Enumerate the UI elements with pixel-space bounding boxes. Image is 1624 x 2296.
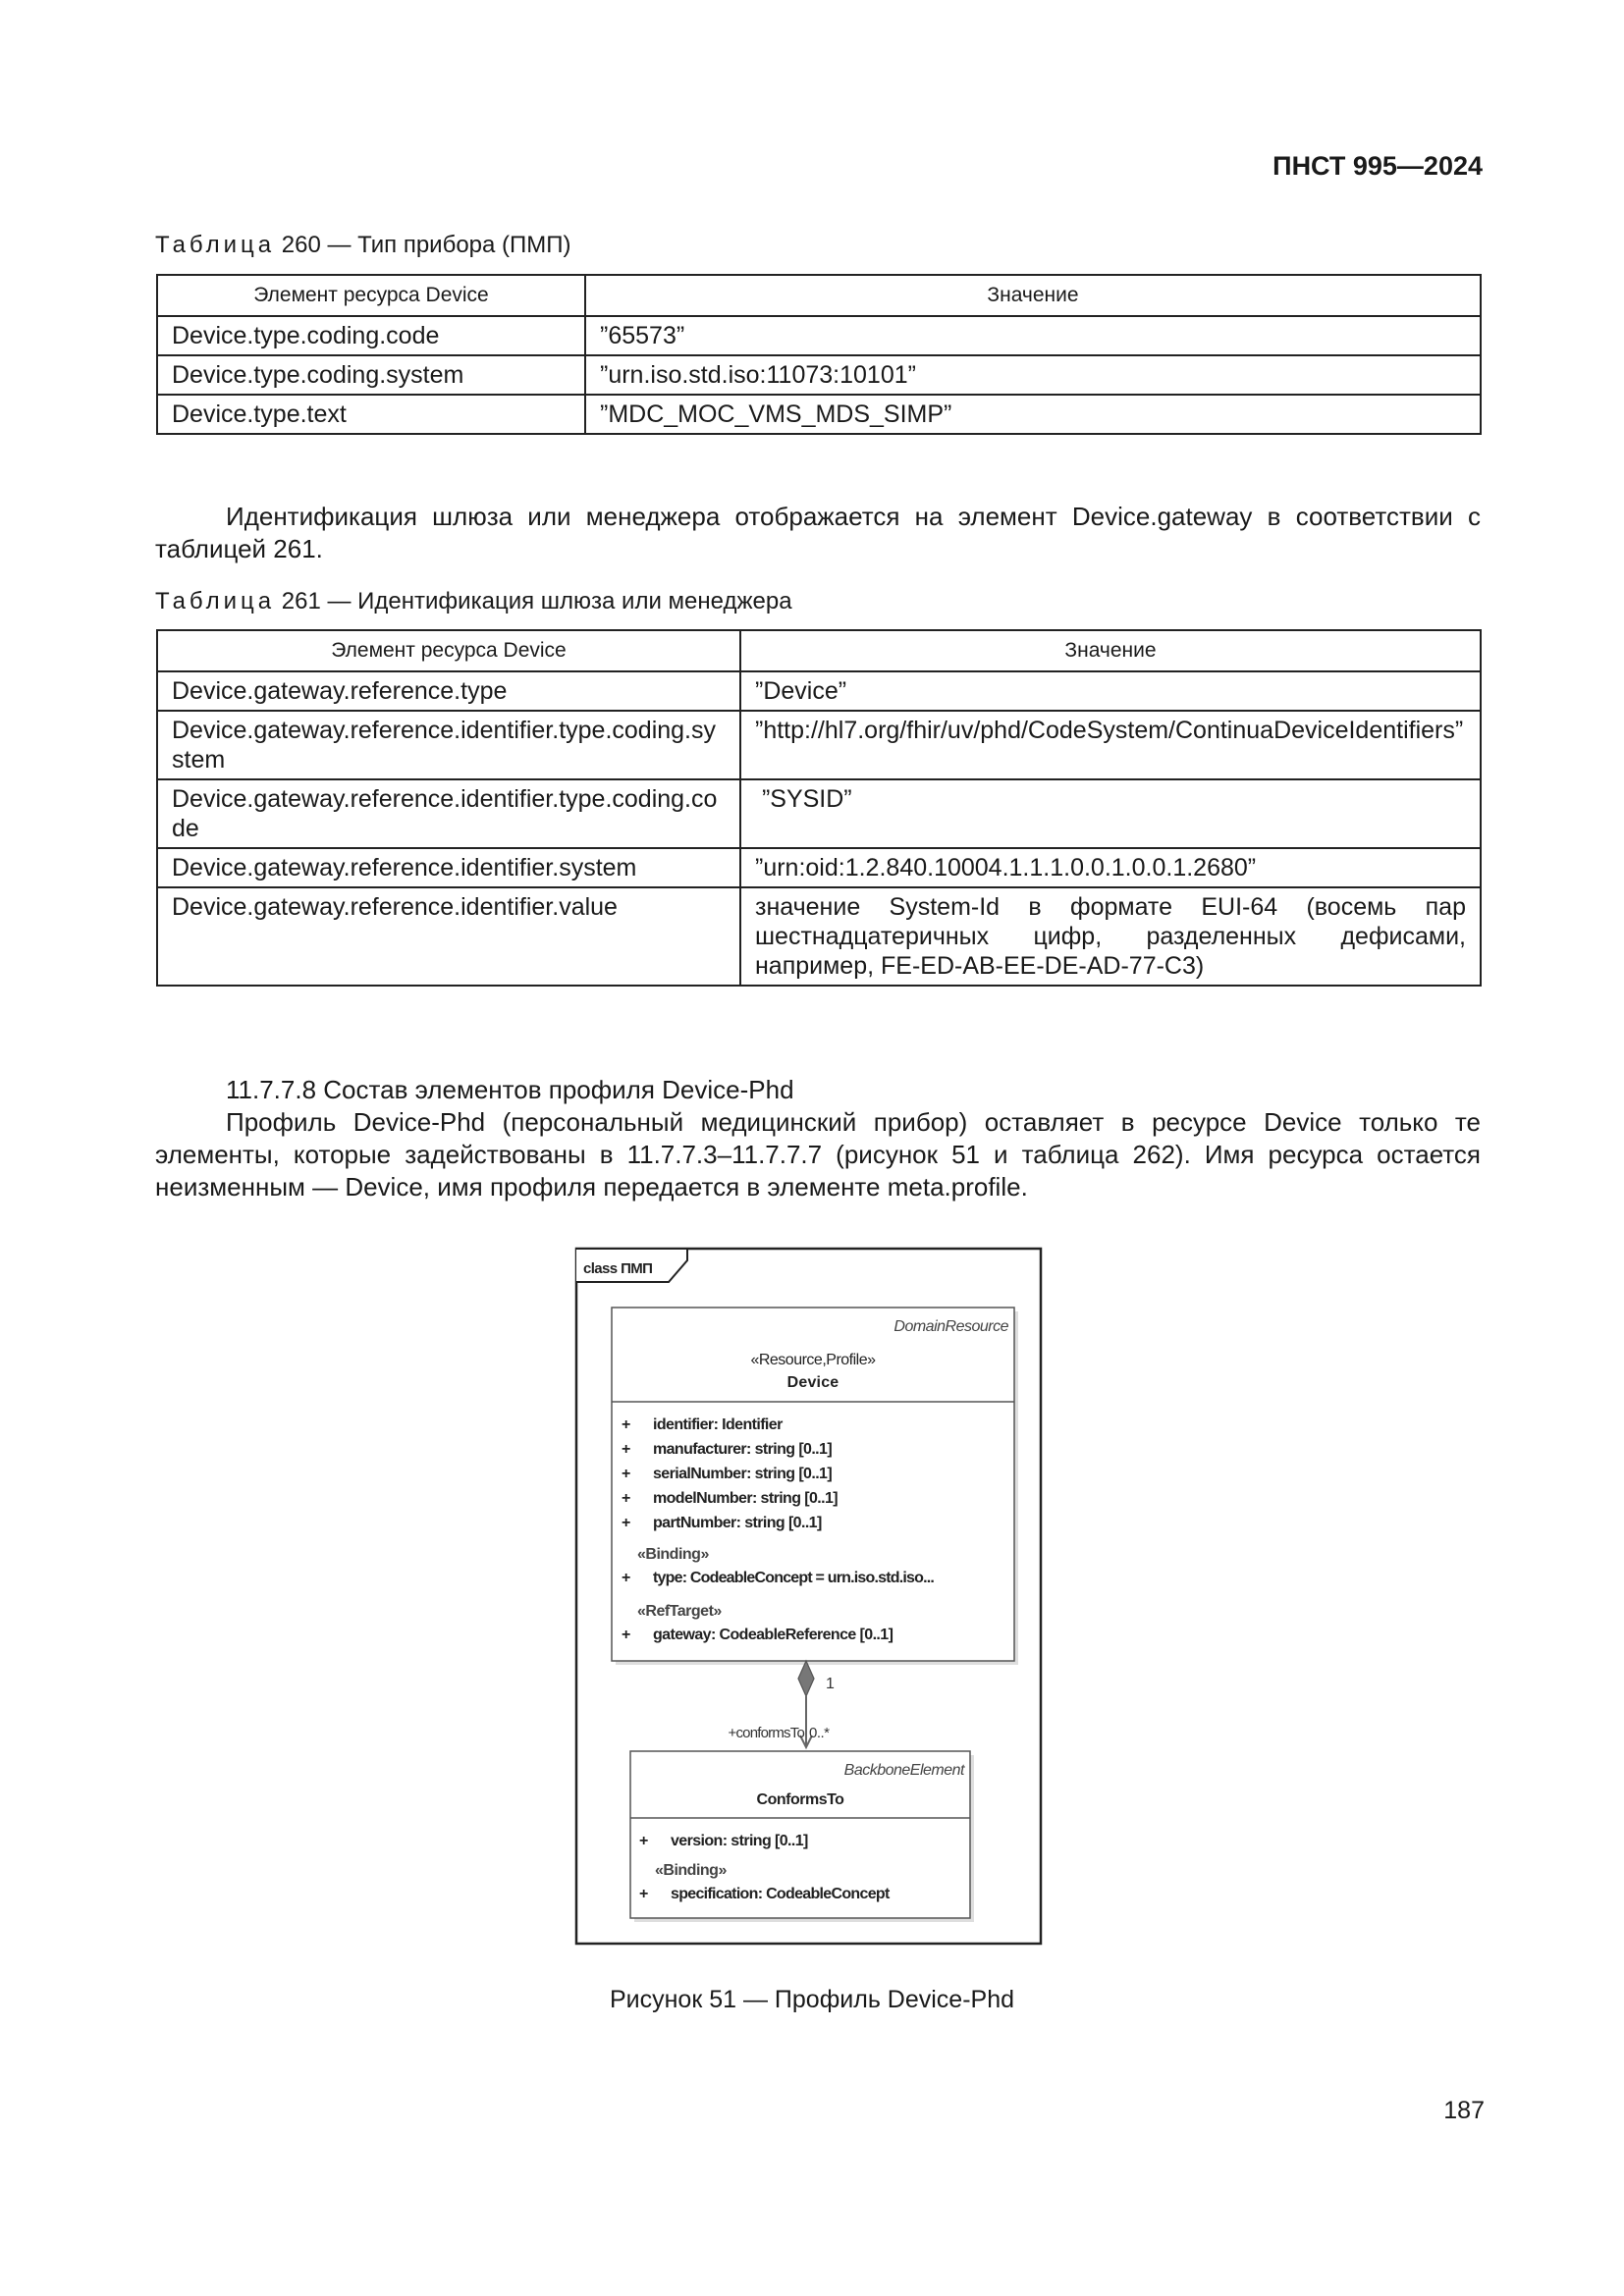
section-body: Профиль Device-Phd (персональный медицинский прибор) оставляет в ресурсе Device только те элементы, которые задействованы в 11.7.7.3–11.7.7.7 (рисунок 51 и таблица 262). Имя ресурса остается неизменным — Device, имя профиля передается в элементе meta.profile.: [155, 1107, 1481, 1201]
device-attr: modelNumber: string [0..1]: [653, 1490, 838, 1507]
table-261-caption: [155, 588, 792, 615]
conforms-attr-specification: specification: CodeableConcept: [671, 1886, 890, 1902]
table-cell: значение System-Id в формате EUI-64 (восемь пар шестнадцатеричных цифр, разделенных дефисами, например, FE-ED-AB-EE-DE-AD-77-C3): [740, 887, 1481, 986]
table-header-row: [157, 630, 1481, 671]
section-heading: 11.7.7.8 Состав элементов профиля Device-Phd: [226, 1075, 794, 1104]
device-attr: identifier: Identifier: [653, 1416, 783, 1433]
table-header-cell: Элемент ресурса Device: [157, 275, 585, 316]
table-row: [157, 671, 1481, 711]
table-cell: ”urn.iso.std.iso:11073:10101”: [585, 355, 1481, 395]
device-attr-type: type: CodeableConcept = urn.iso.std.iso...: [653, 1570, 935, 1586]
device-attr: manufacturer: string [0..1]: [653, 1441, 833, 1458]
device-attr: serialNumber: string [0..1]: [653, 1466, 833, 1482]
table-row: [157, 711, 1481, 779]
table-cell: Device.gateway.reference.identifier.value: [157, 887, 740, 986]
target-multiplicity: 0..*: [809, 1725, 830, 1741]
table-cell: ”65573”: [585, 316, 1481, 355]
association-role: +conformsTo: [728, 1725, 804, 1741]
page-number: 187: [1443, 2097, 1485, 2124]
conforms-attr: version: string [0..1]: [671, 1833, 808, 1849]
table-cell: ”SYSID”: [740, 779, 1481, 848]
device-class-name: Device: [786, 1374, 839, 1391]
device-parent-class: DomainResource: [893, 1318, 1008, 1335]
attr-visibility: +: [622, 1490, 630, 1507]
table-260: [156, 274, 1482, 435]
table-header-cell: Значение: [585, 275, 1481, 316]
binding-stereotype: «Binding»: [637, 1546, 709, 1563]
conforms-parent-class: BackboneElement: [843, 1762, 964, 1779]
table-row: [157, 355, 1481, 395]
table-caption-text: 260 — Тип прибора (ПМП): [281, 232, 571, 258]
table-row: [157, 395, 1481, 434]
attr-visibility: +: [622, 1515, 630, 1531]
table-261: [156, 629, 1482, 987]
table-cell: Device.gateway.reference.identifier.type.coding.system: [157, 711, 740, 779]
table-row: [157, 887, 1481, 986]
table-cell: Device.gateway.reference.identifier.type.coding.code: [157, 779, 740, 848]
table-label: Таблица: [155, 232, 276, 258]
table-header-cell: Элемент ресурса Device: [157, 630, 740, 671]
table-row: [157, 779, 1481, 848]
attr-visibility: +: [622, 1627, 630, 1643]
reftarget-stereotype: «RefTarget»: [637, 1603, 722, 1620]
uml-class-diagram: [574, 1247, 1046, 1953]
table-260-caption: [155, 232, 571, 259]
table-cell: Device.gateway.reference.identifier.system: [157, 848, 740, 887]
paragraph-gateway: Идентификация шлюза или менеджера отображается на элемент Device.gateway в соответствии с таблицей 261.: [155, 502, 1481, 563]
attr-visibility: +: [639, 1833, 648, 1849]
table-cell: Device.type.coding.code: [157, 316, 585, 355]
binding-stereotype: «Binding»: [655, 1862, 727, 1879]
source-multiplicity: 1: [826, 1676, 835, 1692]
device-attr-gateway: gateway: CodeableReference [0..1]: [653, 1627, 893, 1643]
device-stereotype: «Resource,Profile»: [750, 1352, 876, 1368]
table-header-cell: Значение: [740, 630, 1481, 671]
table-row: [157, 848, 1481, 887]
table-caption-text: 261 — Идентификация шлюза или менеджера: [281, 588, 792, 614]
device-attr: partNumber: string [0..1]: [653, 1515, 822, 1531]
attr-visibility: +: [622, 1570, 630, 1586]
attr-visibility: +: [622, 1416, 630, 1433]
frame-label: class ПМП: [583, 1260, 653, 1277]
table-cell: Device.type.coding.system: [157, 355, 585, 395]
table-cell: ”urn:oid:1.2.840.10004.1.1.1.0.0.1.0.0.1.2680”: [740, 848, 1481, 887]
attr-visibility: +: [639, 1886, 648, 1902]
table-cell: ”Device”: [740, 671, 1481, 711]
table-row: [157, 316, 1481, 355]
table-cell: ”MDC_MOC_VMS_MDS_SIMP”: [585, 395, 1481, 434]
attr-visibility: +: [622, 1441, 630, 1458]
table-header-row: [157, 275, 1481, 316]
document-code: ПНСТ 995—2024: [1272, 151, 1483, 181]
figure-caption: Рисунок 51 — Профиль Device-Phd: [609, 1986, 1015, 2013]
table-cell: Device.type.text: [157, 395, 585, 434]
attr-visibility: +: [622, 1466, 630, 1482]
conforms-class-name: ConformsTo: [756, 1791, 844, 1808]
table-label: Таблица: [155, 588, 276, 614]
table-cell: ”http://hl7.org/fhir/uv/phd/CodeSystem/ContinuaDeviceIdentifiers”: [740, 711, 1481, 779]
table-cell: Device.gateway.reference.type: [157, 671, 740, 711]
